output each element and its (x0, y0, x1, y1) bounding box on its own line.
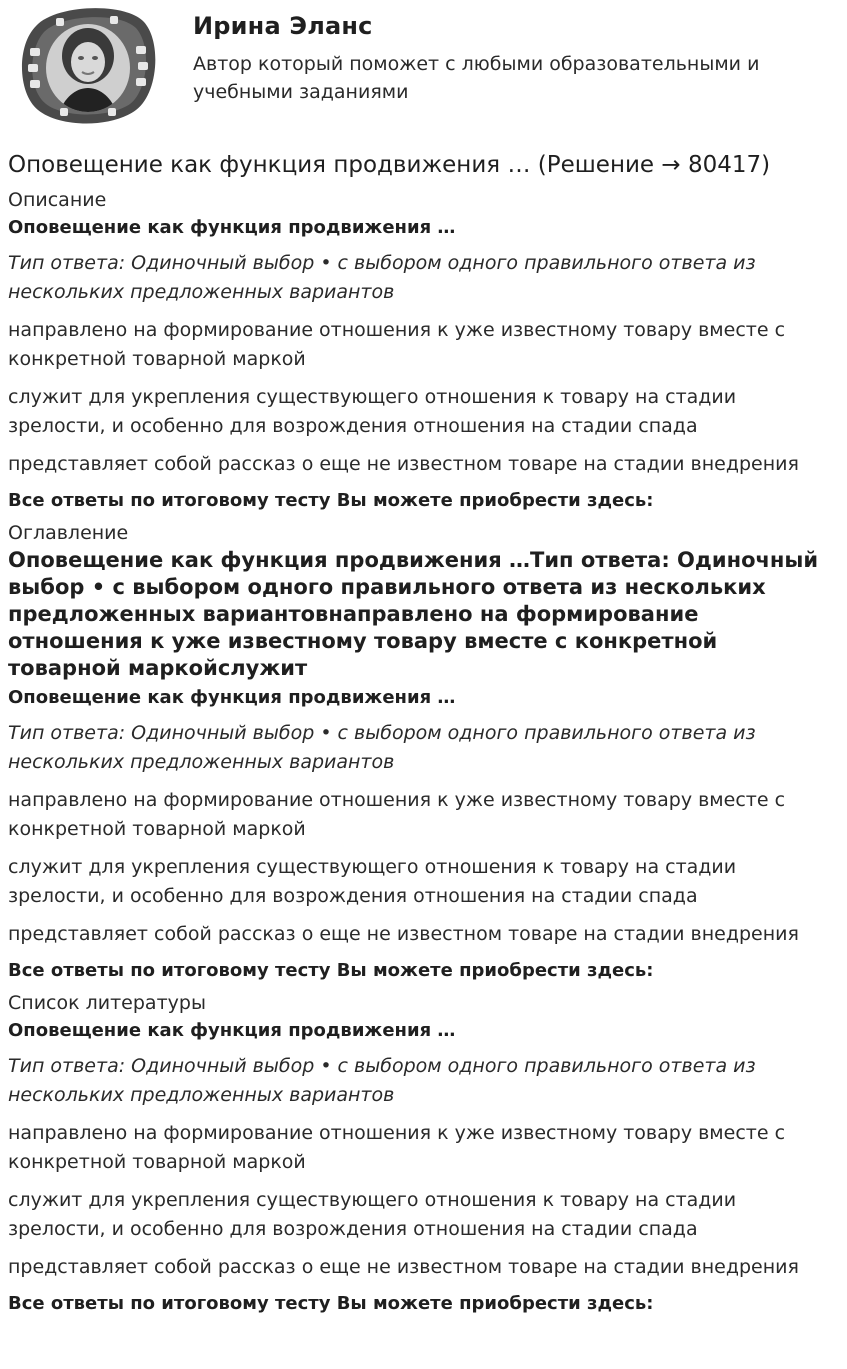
literature-promo-link[interactable]: Все ответы по итоговому тесту Вы можете приобрести здесь: (8, 1293, 654, 1314)
literature-option-3: представляет собой рассказ о еще не известном товаре на стадии внедрения (8, 1256, 799, 1278)
author-name[interactable]: Ирина Эланс (193, 12, 373, 40)
toc-label: Оглавление (8, 522, 129, 544)
literature-option-2: служит для укрепления существующего отношения к товару на стадии зрелости, и особенно для возрождения отношения на стадии спада (8, 1189, 737, 1240)
toc-heading: Оповещение как функция продвижения … (8, 687, 456, 708)
description-option-1: направлено на формирование отношения к уже известному товару вместе с конкретной товарной маркой (8, 319, 786, 370)
author-description: Автор который поможет с любыми образовательными и учебными заданиями (193, 53, 760, 103)
author-header (8, 0, 839, 138)
toc-option-3: представляет собой рассказ о еще не известном товаре на стадии внедрения (8, 923, 799, 945)
literature-label: Список литературы (8, 992, 206, 1014)
avatar-photo-icon (16, 6, 158, 126)
literature-answer-type: Тип ответа: Одиночный выбор • с выбором одного правильного ответа из нескольких предложенных вариантов (8, 1055, 756, 1106)
description-heading: Оповещение как функция продвижения … (8, 217, 456, 238)
toc-promo-link[interactable]: Все ответы по итоговому тесту Вы можете приобрести здесь: (8, 960, 654, 981)
description-promo-link[interactable]: Все ответы по итоговому тесту Вы можете приобрести здесь: (8, 490, 654, 511)
description-section (8, 188, 839, 513)
description-option-2: служит для укрепления существующего отношения к товару на стадии зрелости, и особенно для возрождения отношения на стадии спада (8, 386, 737, 437)
toc-section (8, 521, 839, 983)
toc-answer-type: Тип ответа: Одиночный выбор • с выбором одного правильного ответа из нескольких предложенных вариантов (8, 722, 756, 773)
page-title: Оповещение как функция продвижения … (Решение → 80417) (8, 152, 771, 178)
toc-option-2: служит для укрепления существующего отношения к товару на стадии зрелости, и особенно для возрождения отношения на стадии спада (8, 856, 737, 907)
description-label: Описание (8, 189, 107, 211)
toc-big-heading: Оповещение как функция продвижения …Тип ответа: Одиночный выбор • с выбором одного правильного ответа из нескольких предложенных вариантовнаправлено на формирование отношения к уже известному товару вместе с конкретной товарной маркойслужит (8, 548, 819, 680)
description-answer-type: Тип ответа: Одиночный выбор • с выбором одного правильного ответа из нескольких предложенных вариантов (8, 252, 756, 303)
literature-option-1: направлено на формирование отношения к уже известному товару вместе с конкретной товарной маркой (8, 1122, 786, 1173)
avatar[interactable] (16, 6, 158, 126)
literature-section (8, 991, 839, 1316)
toc-option-1: направлено на формирование отношения к уже известному товару вместе с конкретной товарной маркой (8, 789, 786, 840)
literature-heading: Оповещение как функция продвижения … (8, 1020, 456, 1041)
description-option-3: представляет собой рассказ о еще не известном товаре на стадии внедрения (8, 453, 799, 475)
